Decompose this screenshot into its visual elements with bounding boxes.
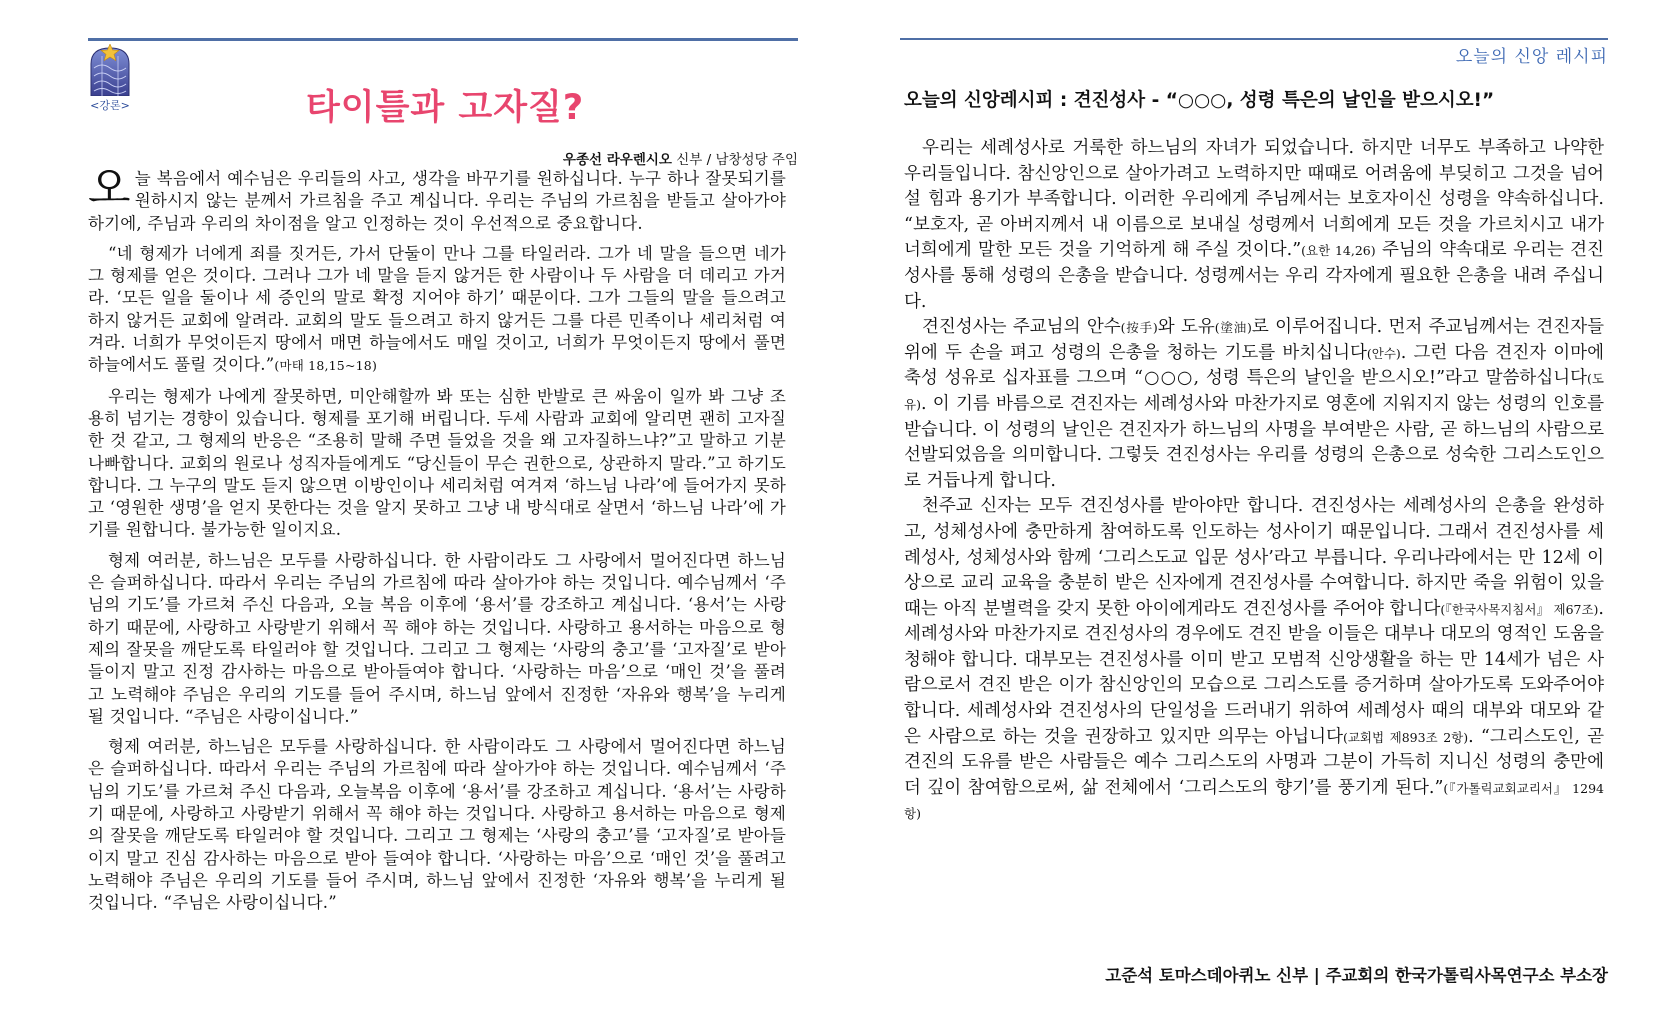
window-star-icon (88, 44, 132, 96)
homily-badge (88, 44, 132, 113)
recipe-body (904, 136, 1604, 827)
ref-canon-law: (교회법 제893조 2항) (1342, 729, 1469, 745)
hanja-anshu: (按手) (1120, 320, 1158, 336)
gospel-reference: (마태 18,15~18) (274, 358, 378, 374)
drop-cap: 오 (88, 163, 131, 214)
ref-pastoral-guide: (『한국사목지침서』 제67조) (1440, 601, 1599, 617)
byline (563, 148, 798, 168)
recipe-paragraph-1 (904, 136, 1604, 315)
homily-paragraph-1 (88, 163, 786, 235)
recipe-p2-text-c: 로 이루어집니다. 먼저 주교님께서는 견진자들 위에 두 손을 펴고 성령의 은총을 청하는 기도를 바치십니다 (904, 317, 1604, 363)
recipe-paragraph-2 (904, 315, 1604, 494)
homily-paragraph-2 (88, 243, 786, 378)
badge-label: <강론> (90, 99, 130, 112)
recipe-p1-text-b: 주님의 약속대로 우리는 견진성사를 통해 성령의 은총을 받습니다. 성령께서는 우리 각자에게 필요한 은총을 내려 주십니다. (904, 240, 1604, 312)
homily-paragraph-1-text: 늘 복음에서 예수님은 우리들의 사고, 생각을 바꾸기를 원하십니다. 누구 하나 잘못되기를 원하시지 않는 분께서 가르침을 주고 계십니다. 우리는 주님의 가르침을 받들고 살아가야 하기에, 주님과 우리의 차이점을 알고 인정하는 것이 우선적으로 중요합니다. (88, 169, 786, 233)
ref-anshu: (안수) (1366, 345, 1401, 361)
homily-body (88, 163, 786, 923)
ref-doyu: (도유) (904, 371, 1604, 412)
byline-role: 신부 / 남창성당 주임 (671, 152, 798, 168)
left-top-rule (88, 38, 798, 41)
byline-name: 우종선 라우렌시오 (562, 152, 672, 168)
homily-paragraph-5: 형제 여러분, 하느님은 모두를 사랑하십니다. 한 사람이라도 그 사랑에서 멀어진다면 하느님은 슬퍼하십니다. 따라서 우리는 주님의 가르침에 따라 살아가야 하는 것입니다. 예수님께서 ‘주님의 기도’를 가르쳐 주신 다음과, 오늘복음 이후에 ‘용서’를 강조하고 계십니다. ‘용서’는 사랑하기 때문에, 사랑하고 사랑받기 위해서 꼭 해야 하는 것입니다. 사랑하고 용서하는 마음으로 형제의 잘못을 깨닫도록 타일러야 할 것입니다. 그리고 그 형제는 ‘사랑의 충고’를 ‘고자질’로 받아들이지 말고 진심 감사하는 마음으로 받아 들여야 합니다. ‘사랑하는 마음’으로 ‘매인 것’을 풀려고 노력해야 주님은 우리의 기도를 들어 주시며, 하느님 앞에서 진정한 ‘자유와 행복’을 누리게 될 것입니다. “주님은 사랑이십니다.” (88, 737, 786, 913)
recipe-p1-text-a: 우리는 세례성사로 거룩한 하느님의 자녀가 되었습니다. 하지만 너무도 부족하고 나약한 우리들입니다. 참신앙인으로 살아가려고 노력하지만 때때로 어려움에 부딪히고 그것을 넘어설 힘과 용기가 부족합니다. 이러한 우리에게 주님께서는 보호자이신 성령을 약속하십니다. “보호자, 곧 아버지께서 내 이름으로 보내실 성령께서 너희에게 모든 것을 가르치시고 내가 너희에게 말한 모든 것을 기억하게 해 주실 것이다.” (904, 138, 1604, 261)
recipe-p3-text-b: . 세례성사와 마찬가지로 견진성사의 경우에도 견진 받을 이들은 대부나 대모의 영적인 도움을 청해야 합니다. 대부모는 견진성사를 이미 받고 모범적 신앙생활을 하는 만 14세가 넘은 사람으로서 견진 받은 이가 참신앙인의 모습으로 그리스도를 증거하며 살아가도록 도와주어야 합니다. 세례성사와 견진성사의 단일성을 드러내기 위하여 세례성사 때의 대부와 대모와 같은 사람으로 하는 것을 권장하고 있지만 의무는 아닙니다 (904, 598, 1604, 747)
column-label: 오늘의 신앙 레시피 (1455, 47, 1608, 67)
ref-catechism: (『가톨릭교회교리서』 1294항) (904, 780, 1604, 822)
recipe-p2-text-e: . 이 기름 바름으로 견진자는 세례성사와 마찬가지로 영혼에 지워지지 않는 성령의 인호를 받습니다. 이 성령의 날인은 견진자가 하느님의 사명을 부여받은 사람, 곧 하느님의 사람으로 선발되었음을 의미합니다. 그렇듯 견진성사는 우리를 성령의 은총으로 성숙한 그리스도인으로 거듭나게 합니다. (904, 393, 1604, 491)
hanja-doyu: (塗油) (1214, 320, 1252, 336)
homily-paragraph-4: 형제 여러분, 하느님은 모두를 사랑하십니다. 한 사람이라도 그 사랑에서 멀어진다면 하느님은 슬퍼하십니다. 따라서 우리는 주님의 가르침에 따라 살아가야 하는 것입니다. 예수님께서 ‘주님의 기도’를 가르쳐 주신 다음과, 오늘 복음 이후에 ‘용서’를 강조하고 계십니다. ‘용서’는 사랑하기 때문에, 사랑하고 사랑받기 위해서 꼭 해야 하는 것입니다. 사랑하고 용서하는 마음으로 형제의 잘못을 깨닫도록 타일러야 할 것입니다. 그리고 그 형제는 ‘사랑의 충고’를 ‘고자질’로 받아들이지 말고 진정 감사하는 마음으로 받아들여야 합니다. ‘사랑하는 마음’으로 ‘매인 것’을 풀려고 노력해야 주님은 우리의 기도를 들어 주시며, 하느님 앞에서 진정한 ‘자유와 행복’을 누리게 될 것입니다. “주님은 사랑이십니다.” (88, 550, 786, 726)
homily-paragraph-3: 우리는 형제가 나에게 잘못하면, 미안해할까 봐 또는 심한 반발로 큰 싸움이 일까 봐 그냥 조용히 넘기는 경향이 있습니다. 형제를 포기해 버립니다. 두세 사람과 교회에 알리면 괜히 고자질한 것 같고, 그 형제의 반응은 “조용히 말해 주면 들었을 것을 왜 고자질하느냐?”고 말하고 기분 나빠합니다. 교회의 원로나 성직자들에게도 “당신들이 무슨 권한으로, 상관하지 말라.”고 하기도 합니다. 그 누구의 말도 듣지 않으면 이방인이나 세리처럼 여겨져 ‘하느님 나라’에 들어가지 못하고 ‘영원한 생명’을 얻지 못한다는 것을 알지 못하고 그냥 내 방식대로 살면서 ‘하느님 나라’에 가기를 원합니다. 불가능한 일이지요. (88, 386, 786, 540)
right-page (900, 0, 1608, 1020)
left-page (88, 0, 798, 1020)
recipe-paragraph-3 (904, 494, 1604, 827)
recipe-title: 오늘의 신앙레시피 : 견진성사 - “○○○, 성령 특은의 날인을 받으시오!” (904, 90, 1495, 111)
gospel-quote: “네 형제가 너에게 죄를 짓거든, 가서 단둘이 만나 그를 타일러라. 그가 네 말을 들으면 네가 그 형제를 얻은 것이다. 그러나 그가 네 말을 듣지 않거든 한 사람이나 두 사람을 더 데리고 가거라. ‘모든 일을 둘이나 세 증인의 말로 확정 지어야 하기’ 때문이다. 그가 그들의 말을 들으려고 하지 않거든 교회에 알려라. 교회의 말도 들으려고 하지 않거든 그를 다른 민족이나 세리처럼 여겨라. 너희가 무엇이든지 땅에서 매면 하늘에서도 매일 것이고, 너희가 무엇이든지 땅에서 풀면 하늘에서도 풀릴 것이다.” (88, 243, 786, 375)
recipe-p2-text-d: . 그런 다음 견진자 이마에 축성 성유로 십자표를 그으며 “○○○, 성령 특은의 날인을 받으시오!”라고 말씀하십니다 (904, 342, 1604, 389)
recipe-author: 고준석 토마스데아퀴노 신부 | 주교회의 한국가톨릭사목연구소 부소장 (1105, 966, 1608, 985)
article-title: 타이틀과 고자질? (306, 88, 585, 128)
recipe-p3-text-c: . “그리스도인, 곧 견진의 도유를 받은 사람들은 예수 그리스도의 사명과 그분이 가득히 지니신 성령의 충만에 더 깊이 참여함으로써, 삶 전체에서 ‘그리스도의 향기’를 풍기게 된다.” (904, 726, 1604, 798)
recipe-p2-text-b: 와 도유 (1157, 317, 1215, 338)
right-top-rule (900, 38, 1608, 40)
recipe-p3-text-a: 천주교 신자는 모두 견진성사를 받아야만 합니다. 견진성사는 세례성사의 은총을 완성하고, 성체성사에 충만하게 참여하도록 인도하는 성사이기 때문입니다. 그래서 견진성사를 세례성사, 성체성사와 함께 ‘그리스도교 입문 성사’라고 부릅니다. 우리나라에서는 만 12세 이상으로 교리 교육을 충분히 받은 신자에게 견진성사를 수여합니다. 하지만 죽을 위험이 있을 때는 아직 분별력을 갖지 못한 아이에게라도 견진성사를 주어야 합니다 (904, 496, 1604, 619)
john-reference: (요한 14,26) (1301, 243, 1376, 259)
recipe-p2-text-a: 견진성사는 주교님의 안수 (922, 317, 1121, 338)
